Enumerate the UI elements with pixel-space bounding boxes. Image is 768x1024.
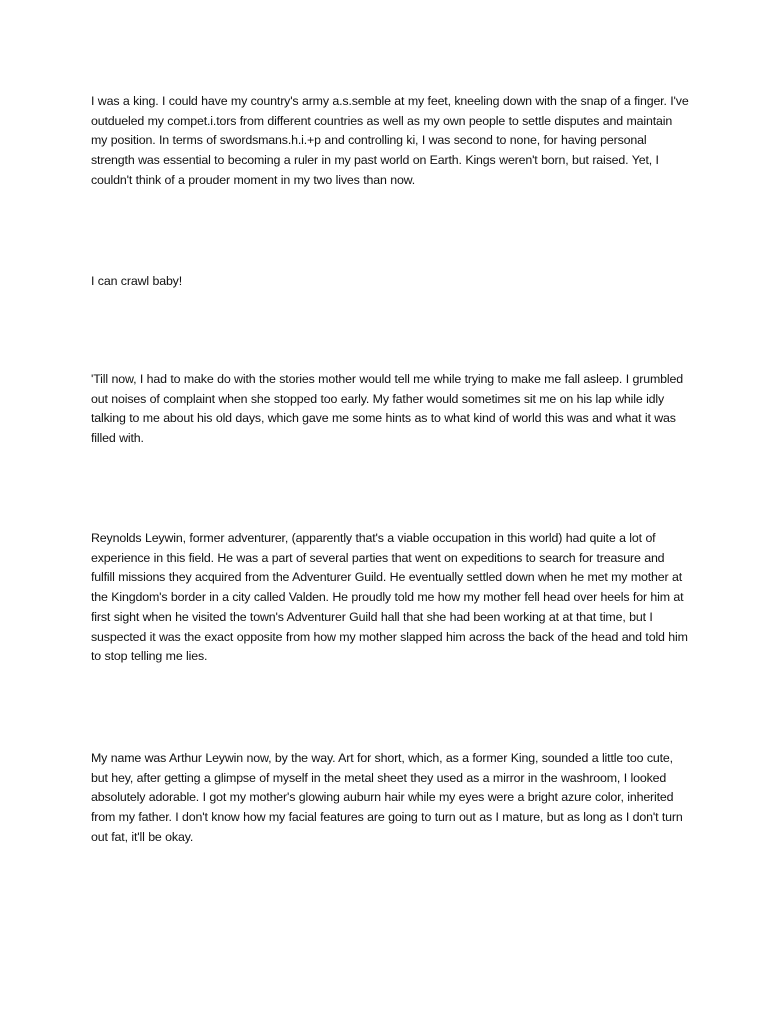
paragraph-stories: 'Till now, I had to make do with the stories mother would tell me while trying to make me fall asleep. I grumbled out noises of complaint when she stopped too early. My father would sometimes sit me on his lap while idly talking to me about his old days, which gave me some hints as to what kind of world this was and what it was filled with.: [91, 372, 683, 446]
paragraph-arthur: My name was Arthur Leywin now, by the way. Art for short, which, as a former King, sounded a little too cute, but hey, after getting a glimpse of myself in the metal sheet they used as a mirror in the washroom, I looked absolutely adorable. I got my mother's glowing auburn hair while my eyes were a bright azure color, inherited from my father. I don't know how my facial features are going to turn out as I mature, but as long as I don't turn out fat, it'll be okay.: [91, 751, 683, 844]
paragraph-king: I was a king. I could have my country's army a.s.semble at my feet, kneeling down with the snap of a finger. I've outdueled my compet.i.tors from different countries as well as my own people to settle disputes and maintain my position. In terms of swordsmans.h.i.+p and controlling ki, I was second to none, for having personal strength was essential to becoming a ruler in my past world on Earth. Kings weren't born, but raised. Yet, I couldn't think of a prouder moment in my two lives than now.: [91, 94, 689, 187]
paragraph-crawl: I can crawl baby!: [91, 274, 183, 288]
paragraph-reynolds: Reynolds Leywin, former adventurer, (apparently that's a viable occupation in this world) had quite a lot of experience in this field. He was a part of several parties that went on expeditions to search for treasure and fulfill missions they acquired from the Adventurer Guild. He eventually settled down when he met my mother at the Kingdom's border in a city called Valden. He proudly told me how my mother fell head over heels for him at first sight when he visited the town's Adventurer Guild hall that she had been working at at that time, but I suspected it was the exact opposite from how my mother slapped him across the back of the head and told him to stop telling me lies.: [91, 531, 688, 664]
